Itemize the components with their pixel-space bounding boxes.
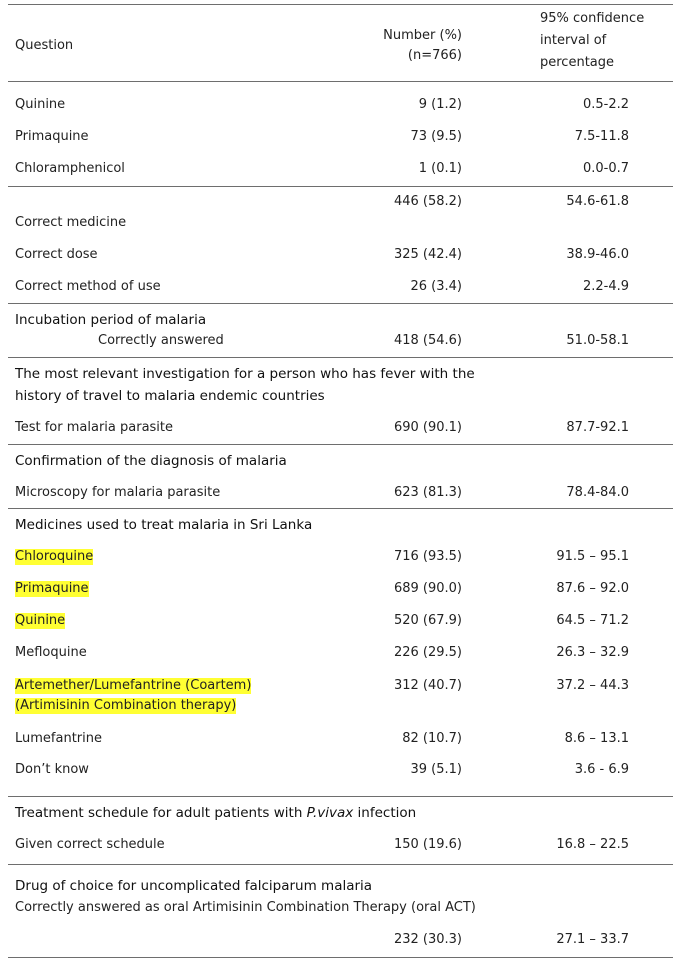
header-ci-line3: percentage — [540, 55, 615, 70]
section-subtitle: Correctly answered as oral Artimisinin Combination Therapy (oral ACT) — [15, 900, 476, 915]
row-number: 150 (19.6) — [393, 837, 462, 852]
row-label: Correctly answered — [98, 333, 224, 348]
row-ci: 26.3 – 32.9 — [556, 645, 629, 660]
row-ci: 0.5-2.2 — [582, 97, 629, 112]
row-ci: 2.2-4.9 — [582, 279, 629, 294]
row-label: Given correct schedule — [15, 837, 165, 852]
row-label: Mefloquine — [15, 645, 87, 660]
divider — [8, 508, 673, 509]
row-label: Artemether/Lumefantrine (Coartem) — [15, 678, 252, 693]
divider — [8, 4, 673, 5]
row-ci: 37.2 – 44.3 — [556, 678, 629, 693]
header-number-line1: Number (%) — [383, 28, 462, 43]
row-label: Chloroquine — [15, 549, 94, 564]
row-number: 325 (42.4) — [393, 247, 462, 262]
row-number: 73 (9.5) — [410, 129, 462, 144]
section-title — [15, 805, 416, 821]
row-number: 232 (30.3) — [393, 932, 462, 947]
row-ci: 87.7-92.1 — [566, 420, 629, 435]
row-label: Quinine — [15, 613, 66, 628]
row-label: Correct method of use — [15, 279, 161, 294]
row-label: Quinine — [15, 97, 66, 112]
row-number: 9 (1.2) — [418, 97, 462, 112]
divider — [8, 357, 673, 358]
row-label: Primaquine — [15, 129, 89, 144]
row-number: 418 (54.6) — [393, 333, 462, 348]
row-number: 82 (10.7) — [402, 731, 462, 746]
row-label: Test for malaria parasite — [15, 420, 174, 435]
section-title: history of travel to malaria endemic countries — [15, 388, 325, 404]
header-number-line2: (n=766) — [407, 48, 462, 63]
title-species: P.vivax — [306, 805, 354, 821]
row-ci: 7.5-11.8 — [574, 129, 629, 144]
row-ci: 64.5 – 71.2 — [556, 613, 629, 628]
divider — [8, 796, 673, 797]
row-number: 623 (81.3) — [393, 485, 462, 500]
section-title: Incubation period of malaria — [15, 312, 207, 328]
row-ci: 87.6 – 92.0 — [556, 581, 629, 596]
header-question: Question — [15, 38, 74, 53]
divider — [8, 186, 673, 187]
row-label: Don’t know — [15, 762, 89, 777]
row-number: 689 (90.0) — [393, 581, 462, 596]
section-title: The most relevant investigation for a person who has fever with the — [15, 366, 475, 382]
row-label: Primaquine — [15, 581, 89, 596]
row-number: 312 (40.7) — [393, 678, 462, 693]
row-label-continued: (Artimisinin Combination therapy) — [15, 698, 237, 713]
row-number: 716 (93.5) — [393, 549, 462, 564]
divider — [8, 303, 673, 304]
row-label: Correct dose — [15, 247, 98, 262]
divider — [8, 957, 673, 958]
row-ci: 78.4-84.0 — [566, 485, 629, 500]
row-ci: 8.6 – 13.1 — [564, 731, 629, 746]
section-title: Drug of choice for uncomplicated falciparum malaria — [15, 878, 373, 894]
row-number: 226 (29.5) — [393, 645, 462, 660]
divider — [8, 444, 673, 445]
row-ci: 54.6-61.8 — [566, 194, 629, 209]
title-text: Treatment schedule for adult patients with — [15, 805, 307, 821]
divider — [8, 81, 673, 82]
row-number: 520 (67.9) — [393, 613, 462, 628]
divider — [8, 864, 673, 865]
row-ci: 16.8 – 22.5 — [556, 837, 629, 852]
row-label: Lumefantrine — [15, 731, 102, 746]
row-ci: 91.5 – 95.1 — [556, 549, 629, 564]
row-ci: 3.6 - 6.9 — [574, 762, 629, 777]
row-ci: 51.0-58.1 — [566, 333, 629, 348]
header-ci-line2: interval of — [540, 33, 607, 48]
row-number: 39 (5.1) — [410, 762, 462, 777]
row-ci: 27.1 – 33.7 — [556, 932, 629, 947]
row-ci: 38.9-46.0 — [566, 247, 629, 262]
section-title: Confirmation of the diagnosis of malaria — [15, 453, 287, 469]
row-label: Microscopy for malaria parasite — [15, 485, 221, 500]
row-ci: 0.0-0.7 — [582, 161, 629, 176]
row-number: 1 (0.1) — [418, 161, 462, 176]
row-number: 26 (3.4) — [410, 279, 462, 294]
header-ci-line1: 95% confidence — [540, 11, 645, 26]
row-label: Chloramphenicol — [15, 161, 125, 176]
row-number: 446 (58.2) — [393, 194, 462, 209]
row-label: Correct medicine — [15, 215, 127, 230]
row-number: 690 (90.1) — [393, 420, 462, 435]
title-text: infection — [353, 805, 417, 821]
section-title: Medicines used to treat malaria in Sri Lanka — [15, 517, 313, 533]
